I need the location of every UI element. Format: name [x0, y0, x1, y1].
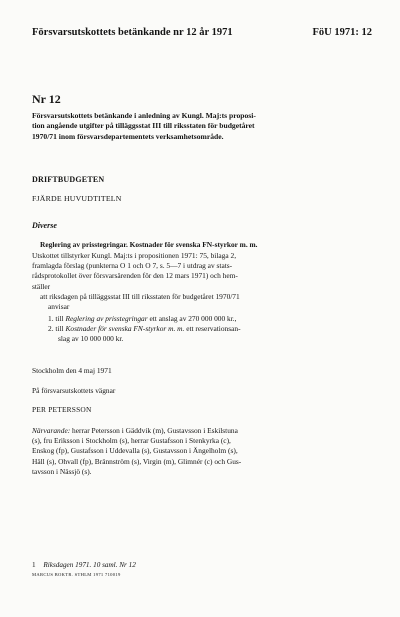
- list-item-title: Kostnader för svenska FN-styrkor m. m.: [65, 324, 185, 334]
- running-header-id: FöU 1971: 12: [312, 27, 372, 38]
- body-line: framlagda förslag (punkterna O 1 och O 7, s. 5—7 i utdrag av stats-: [32, 261, 233, 271]
- list-item-text: ett reservationsan-: [186, 324, 241, 334]
- body-line: rådsprotokollet över försvarsärenden för den 12 mars 1971) och hem-: [32, 271, 238, 281]
- body-line: Utskottet tillstyrker Kungl. Maj:ts i propositionen 1971: 75, bilaga 2,: [32, 251, 237, 260]
- date-line: Stockholm den 4 maj 1971: [32, 366, 112, 375]
- list-item-text: ett anslag av 270 000 000 kr.,: [149, 314, 237, 323]
- present-label: Närvarande:: [32, 426, 71, 435]
- intro-line: Försvarsutskottets betänkande i anledning av Kungl. Maj:ts proposi-: [32, 111, 256, 120]
- item-heading: Reglering av prisstegringar. Kostnader för svenska FN-styrkor m. m.: [40, 240, 258, 249]
- report-number: Nr 12: [32, 92, 61, 106]
- list-item-continuation: slag av 10 000 000 kr.: [58, 334, 124, 344]
- intro-paragraph: [32, 111, 372, 142]
- signature: PER PETERSSON: [32, 405, 92, 414]
- intro-line: tion angående utgifter på tilläggsstat III till riksstaten för budgetåret: [32, 121, 255, 131]
- footer-reference: [32, 561, 136, 569]
- att-line: anvisar: [48, 302, 70, 312]
- list-item: [48, 324, 241, 334]
- present-line: (s), fru Eriksson i Stockholm (s), herrar Gustafsson i Stenkyrka (c),: [32, 436, 231, 446]
- printer-imprint: MARCUS BOKTR. STHLM 1971 710019: [32, 572, 121, 577]
- appropriation-list: [48, 314, 241, 345]
- list-item-number: 1. till: [48, 314, 64, 323]
- present-line: [32, 426, 372, 436]
- subsection-title: Diverse: [32, 221, 57, 230]
- present-line: tavsson i Nässjö (s).: [32, 466, 92, 476]
- list-item-number: 2. till: [48, 324, 64, 334]
- body-paragraph: [32, 251, 372, 292]
- running-header-title: Försvarsutskottets betänkande nr 12 år 1971: [32, 27, 233, 38]
- footer-ref: Riksdagen 1971. 10 saml. Nr 12: [43, 561, 136, 569]
- behalf-line: På försvarsutskottets vägnar: [32, 386, 116, 395]
- list-item: [48, 314, 241, 324]
- att-clause: [40, 292, 240, 312]
- main-title: FJÄRDE HUVUDTITELN: [32, 194, 122, 203]
- present-text: herrar Petersson i Gäddvik (m), Gustavsson i Eskilstuna: [72, 426, 238, 435]
- footer-number: 1: [32, 561, 36, 569]
- section-title: DRIFTBUDGETEN: [32, 175, 105, 184]
- body-line: ställer: [32, 281, 51, 291]
- att-line: att riksdagen på tilläggsstat III till riksstaten för budgetåret 1970/71: [40, 292, 240, 301]
- intro-line: 1970/71 inom försvarsdepartementets verksamhetsområde.: [32, 131, 224, 141]
- list-item-title: Reglering av prisstegringar: [65, 314, 148, 323]
- present-paragraph: [32, 426, 372, 477]
- present-line: Häll (s), Ohvall (fp), Brännström (s), Virgin (m), Glimnér (c) och Gus-: [32, 456, 242, 466]
- present-line: Enskog (fp), Gustafsson i Uddevalla (s), Gustavsson i Ängelholm (s),: [32, 446, 238, 456]
